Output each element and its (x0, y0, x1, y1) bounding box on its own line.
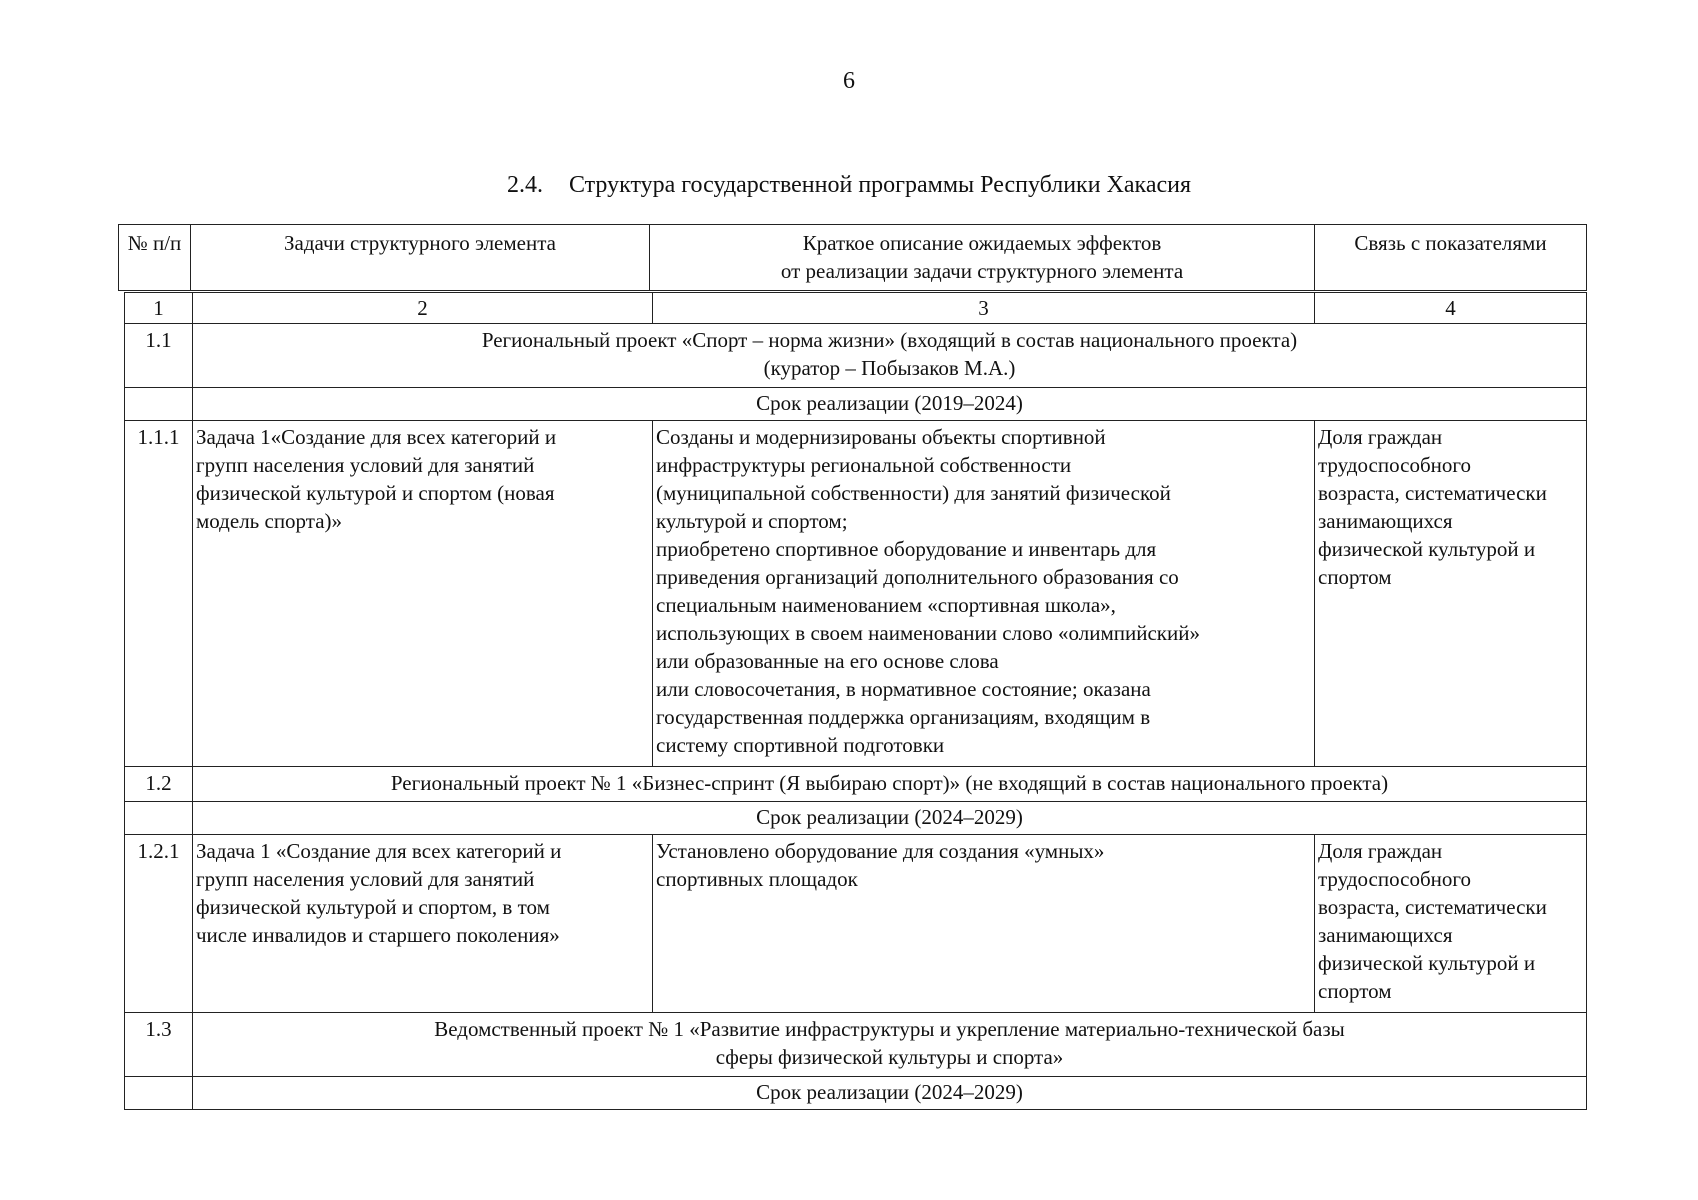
indicator-link: Доля граждан трудоспособного возраста, систематически занимающихся физической культурой и спортом (1315, 421, 1587, 767)
structure-table (124, 292, 1587, 1110)
project-row (125, 767, 1587, 802)
empty-cell (125, 388, 193, 421)
task-description: Задача 1«Создание для всех категорий и групп населения условий для занятий физической культурой и спортом (новая модель спорта)» (193, 421, 653, 767)
header-cell-tasks: Задачи структурного элемента (191, 225, 650, 291)
row-number: 1.2.1 (125, 835, 193, 1013)
section-title-text: Структура государственной программы Республики Хакасия (568, 172, 1192, 198)
project-row (125, 1013, 1587, 1077)
implementation-term: Срок реализации (2024–2029) (193, 1077, 1587, 1110)
row-number: 1.3 (125, 1013, 193, 1077)
project-row (125, 324, 1587, 388)
task-description: Задача 1 «Создание для всех категорий и групп населения условий для занятий физической культурой и спортом, в том числе инвалидов и старшего поколения» (193, 835, 653, 1013)
term-row (125, 802, 1587, 835)
column-number-cell: 4 (1315, 293, 1587, 324)
project-title: Региональный проект № 1 «Бизнес-спринт (Я выбираю спорт)» (не входящий в состав национального проекта) (193, 767, 1587, 802)
task-row (125, 835, 1587, 1013)
indicator-link: Доля граждан трудоспособного возраста, систематически занимающихся физической культурой и спортом (1315, 835, 1587, 1013)
implementation-term: Срок реализации (2019–2024) (193, 388, 1587, 421)
task-row (125, 421, 1587, 767)
column-number-cell: 3 (653, 293, 1315, 324)
column-number-cell: 2 (193, 293, 653, 324)
column-number-cell: 1 (125, 293, 193, 324)
row-number: 1.1.1 (125, 421, 193, 767)
header-cell-number: № п/п (119, 225, 191, 291)
project-title: Ведомственный проект № 1 «Развитие инфраструктуры и укрепление материально-технической базы сферы физической культуры и спорта» (193, 1013, 1587, 1077)
project-title: Региональный проект «Спорт – норма жизни» (входящий в состав национального проекта) (куратор – Побызаков М.А.) (193, 324, 1587, 388)
expected-effects: Созданы и модернизированы объекты спортивной инфраструктуры региональной собственности (муниципальной собственности) для занятий физической культурой и спортом; приобретено спортивное оборудование и инвентарь для приведения организаций дополнительного образования со специальным наименованием «спортивная школа», использующих в своем наименовании слово «олимпийский» или образованные на его основе слова или словосочетания, в нормативное состояние; оказана государственная поддержка организациям, входящим в систему спортивной подготовки (653, 421, 1315, 767)
header-cell-indicators: Связь с показателями (1315, 225, 1587, 291)
page-number: 6 (843, 68, 855, 94)
section-number: 2.4. (506, 172, 543, 198)
term-row (125, 388, 1587, 421)
implementation-term: Срок реализации (2024–2029) (193, 802, 1587, 835)
row-number: 1.1 (125, 324, 193, 388)
column-number-row (125, 293, 1587, 324)
table-header (118, 224, 1587, 291)
header-cell-effects: Краткое описание ожидаемых эффектов от реализации задачи структурного элемента (650, 225, 1315, 291)
expected-effects: Установлено оборудование для создания «умных» спортивных площадок (653, 835, 1315, 1013)
empty-cell (125, 802, 193, 835)
section-title (0, 172, 1698, 199)
term-row (125, 1077, 1587, 1110)
row-number: 1.2 (125, 767, 193, 802)
header-row (119, 225, 1587, 291)
empty-cell (125, 1077, 193, 1110)
